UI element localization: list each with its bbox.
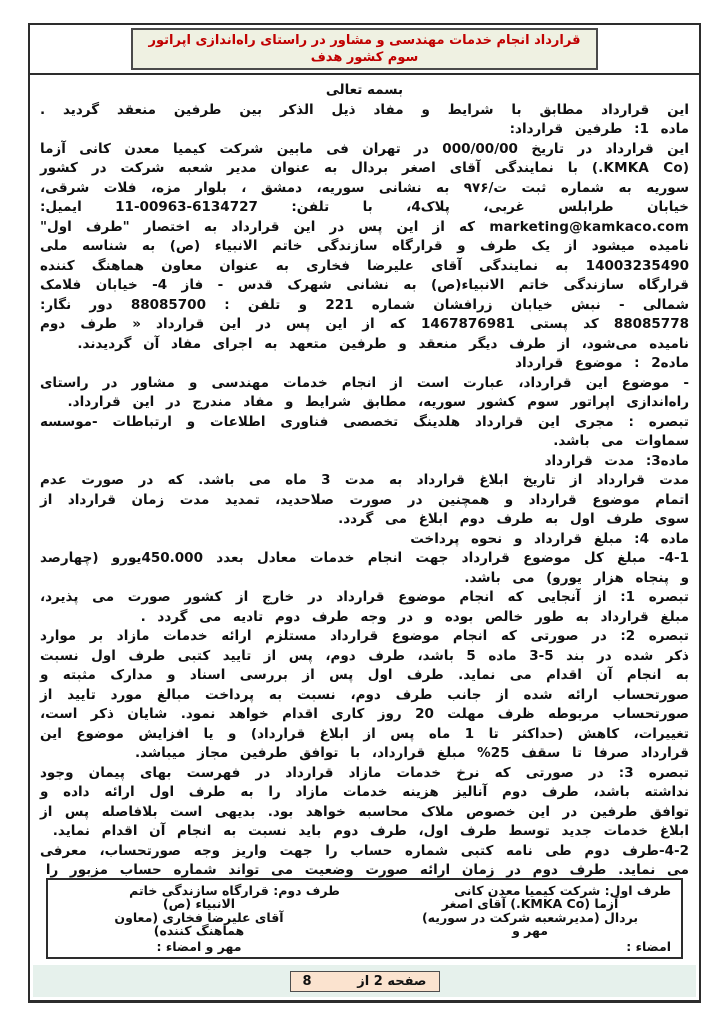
signature-line: مهر و xyxy=(512,923,548,938)
contract-title-box xyxy=(131,28,599,70)
contract-paragraph: تبصره 3: در صورتی که نرخ خدمات مازاد قرارداد در فهرست بهای پیمان وجود نداشته باشد، طرف دوم آنالیز هزینه خدمات مازاد را به طرف اول ارائه داده و توافق طرفین در این خصوص ملاک محاسبه خواهد بود. بدیهی است بلافاصله پس از ابلاغ خدمات جدید توسط طرف اول، طرف دوم باید نسبت به انجام آن اقدام نماید. xyxy=(40,764,689,839)
article-heading: ماده 1: طرفین قرارداد: xyxy=(509,121,689,137)
signature-line: آقای علیرضا فخاری (معاون xyxy=(114,909,284,925)
page-total: 8 xyxy=(302,973,312,989)
document-frame xyxy=(28,23,701,1003)
signature-line: مهر و امضاء : xyxy=(156,938,242,954)
page-caption: صفحه 2 از xyxy=(357,973,427,989)
contract-paragraph: - موضوع این قرارداد، عبارت است از انجام خدمات مهندسی و مشاور در راستای راه‌اندازی اپراتور سوم کشور سوریه، مطابق شرایط و مفاد مندرج در این قرارداد. xyxy=(40,374,689,410)
article-heading: ماده 4: مبلغ قرارداد و نحوه پرداخت xyxy=(410,530,689,547)
contract-paragraph: 4-2-طرف دوم طی نامه کتبی شماره حساب را جهت واریز وجه صورتحساب، معرفی می نماید. طرف دوم در زمان ارائه صورت وضعیت می تواند شماره حساب مزبور را xyxy=(40,842,689,878)
contract-paragraph: بسمه تعالی xyxy=(325,82,404,98)
party-first-column xyxy=(389,884,671,954)
signature-line: الانبیاء (ص) xyxy=(162,896,236,911)
contract-paragraph: تبصره 2: در صورتی که انجام موضوع قرارداد مستلزم ارائه خدمات مازاد بر موارد ذکر شده در بند 5-3 ماده 5 باشد، طرف دوم، پس از تایید کتبی طرف اول نسبت به انجام آن اقدام می نماید. طرف اول پس از بررسی اسناد و مدارک مثبته و صورتحساب ارائه شده از جانب طرف دوم، نسبت به پرداخت مبالغ مورد تایید از صورتحساب مربوطه ظرف مهلت 20 روز کاری اقدام خواهد نمود. شایان ذکر است، تغییرات، کاهش (حداکثر تا 1 ماه پس از ابلاغ قرارداد) و یا افزایش موضوع این قرارداد صرفا تا سقف 25% مبلغ قرارداد، با توافق طرفین مجاز میباشد. xyxy=(40,628,689,761)
signature-line: بردال (مدیرشعبه شرکت در سوریه) xyxy=(421,909,639,925)
contract-paragraph: 4-1- مبلغ کل موضوع قرارداد جهت انجام خدمات معادل بعدد 450.000یورو (چهارصد و پنجاه هزار یورو) می باشد. xyxy=(40,550,689,586)
page-number-box xyxy=(290,971,440,992)
contract-paragraph: تبصره 1: از آنجایی که انجام موضوع قرارداد در خارج از کشور صورت می پذیرد، مبلغ قرارداد به طور خالص بوده و در وجه طرف دوم تادیه می گردد . xyxy=(40,589,689,625)
article-heading: ماده3: مدت قرارداد xyxy=(544,452,689,469)
contract-paragraph: این قرارداد در تاریخ 000/00/00 در تهران فی مابین شرکت کیمیا معدن کانی آزما (KMKA Co.) با نمایندگی آقای اصغر بردال به عنوان مدیر شعبه شرکت در کشور سوریه به شماره ثبت ت/۹۷۶ به نشانی سوریه، دمشق ، بلوار مزه، فلات شرقی، خیابان طرابلس غربی، پلاک4، با تلفن: 6134727-00963-11 ایمیل: marketing@kamkaco.com که از این پس در این قرارداد به اختصار "طرف اول" نامیده میشود از یک طرف و قرارگاه سازندگی خاتم الانبیاء (ص) به شناسه ملی 14003235490 به نمایندگی آقای علیرضا فخاری به عنوان معاون هماهنگ کننده قرارگاه سازندگی خاتم الانبیاء(ص) به نشانی شهرک قدس - فاز 4- خیابان فلامک شمالی - نبش خیابان زرافشان شماره 221 و تلفن : 88085700 دور نگار: 88085778 کد پستی 1467876981 که از این پس در این قرارداد « طرف دوم نامیده می‌شود، از طرف دیگر منعقد و طرفین متعهد به اجرای مفاد آن گردیدند. xyxy=(40,140,690,352)
signature-box xyxy=(46,878,683,960)
page-header-row xyxy=(30,25,699,75)
contract-body xyxy=(30,75,699,878)
contract-paragraph: تبصره : مجری این قرارداد هلدینگ تخصصی فناوری اطلاعات و ارتباطات -موسسه سماوات می باشد. xyxy=(40,413,689,449)
contract-title-line-1: قرارداد انجام خدمات مهندسی و مشاور در راستای راه‌اندازی اپراتور xyxy=(148,33,581,48)
footer-strip xyxy=(33,965,696,997)
contract-title-line-2: سوم کشور هدف xyxy=(310,50,419,65)
signature-line: امضاء : xyxy=(626,938,671,954)
signature-line: هماهنگ کننده) xyxy=(153,923,245,938)
contract-paragraph: مدت قرارداد از تاریخ ابلاغ قرارداد به مدت 3 ماه می باشد. که در صورت عدم اتمام موضوع قرارداد و همچنین در صورت صلاحدید، تمدید مدت زمان قرارداد از سوی طرف اول به طرف دوم ابلاغ می گردد. xyxy=(40,472,689,527)
signature-line: طرف اول: شرکت کیمیا معدن کانی xyxy=(454,882,671,898)
article-heading: ماده2 : موضوع قرارداد xyxy=(515,355,689,371)
party-second-column xyxy=(58,884,340,954)
signature-line: طرف دوم: قرارگاه سازندگی خاتم xyxy=(129,882,340,898)
contract-paragraph: این قرارداد مطابق با شرایط و مفاد ذیل الذکر بین طرفین منعقد گردید . xyxy=(40,101,689,118)
signature-line: آزما (KMKA Co.) آقای اصغر xyxy=(441,896,619,911)
